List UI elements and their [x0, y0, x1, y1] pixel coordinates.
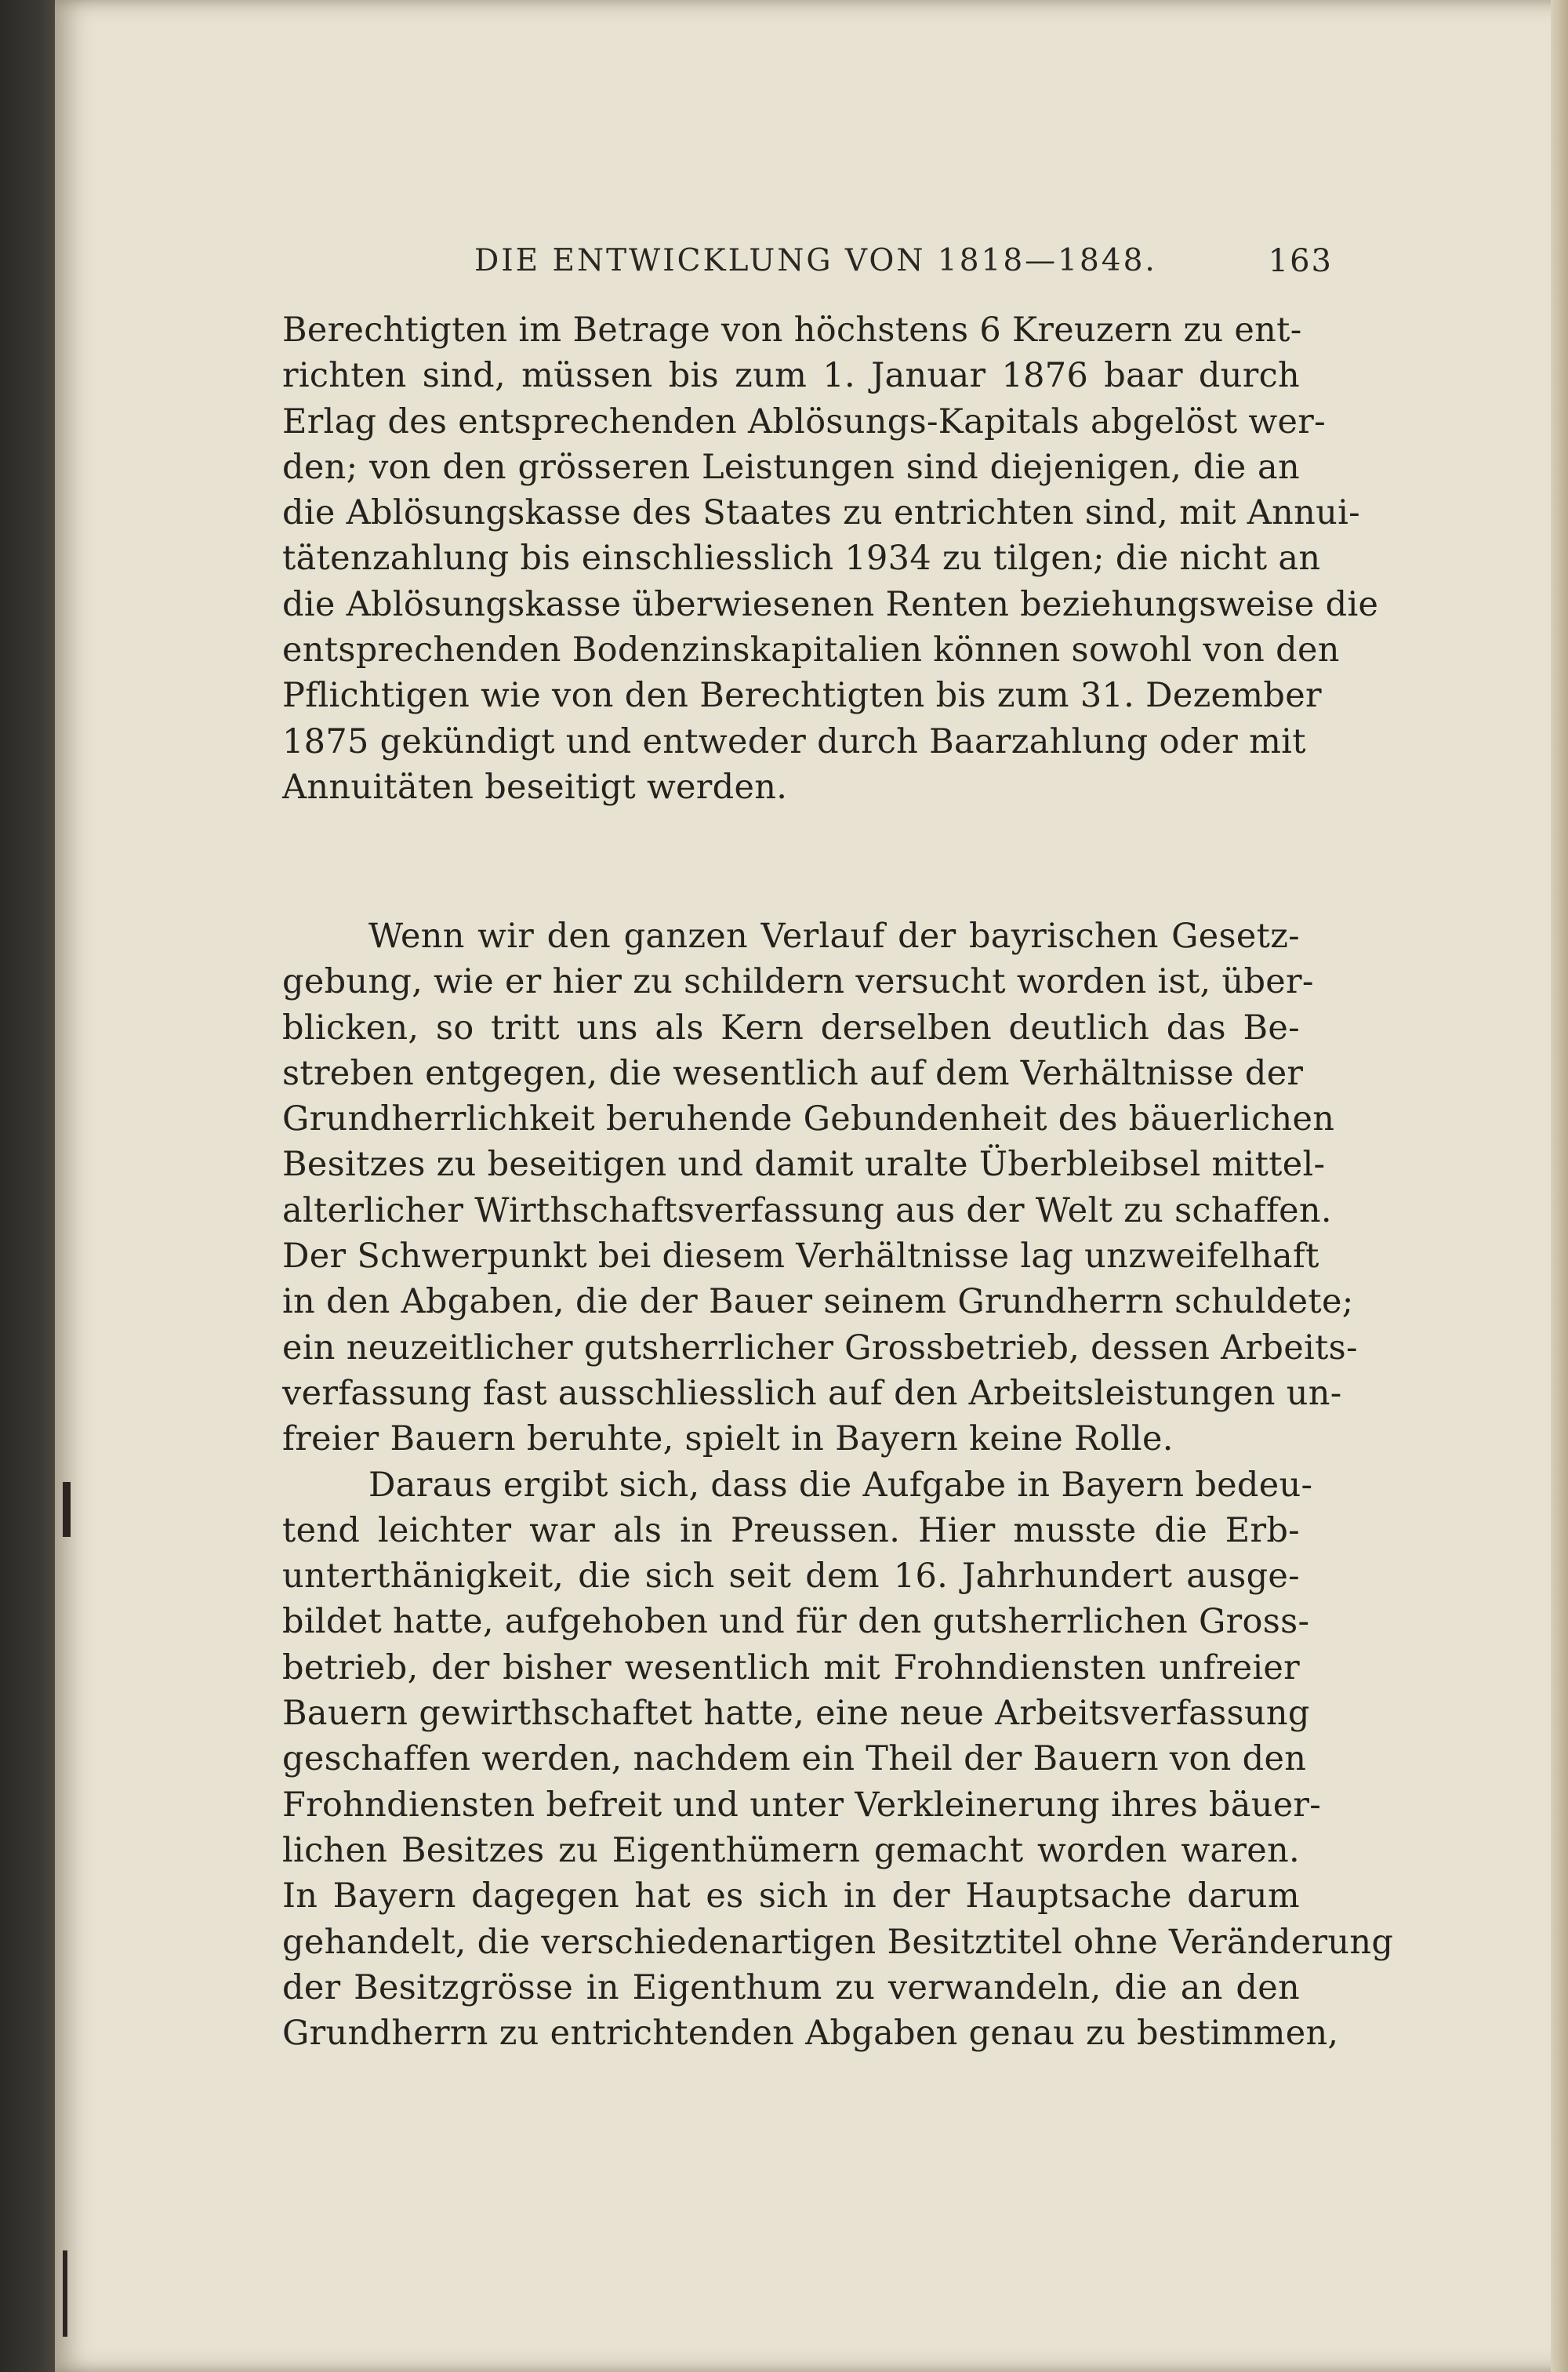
- text-line: Der Schwerpunkt bei diesem Verhältnisse lag unzweifelhaft: [282, 1237, 1319, 1277]
- text-line: tätenzahlung bis einschliesslich 1934 zu tilgen; die nicht an: [282, 539, 1321, 579]
- text-line: den; von den grösseren Leistungen sind diejenigen, die an: [282, 447, 1300, 487]
- text-line: ein neuzeitlicher gutsherrlicher Grossbetrieb, dessen Arbeits-: [282, 1328, 1358, 1368]
- text-line: Wenn wir den ganzen Verlauf der bayrischen Gesetz-: [368, 917, 1300, 956]
- paragraph-continuation: [282, 307, 1379, 810]
- text-line: lichen Besitzes zu Eigenthümern gemacht worden waren.: [282, 1830, 1300, 1870]
- running-title: DIE ENTWICKLUNG VON 1818—1848.: [474, 243, 1157, 278]
- text-line: die Ablösungskasse überwiesenen Renten beziehungsweise die: [282, 584, 1379, 624]
- text-line: geschaffen werden, nachdem ein Theil der Bauern von den: [282, 1739, 1307, 1779]
- text-line: Annuitäten beseitigt werden.: [282, 767, 788, 807]
- text-line: bildet hatte, aufgehoben und für den gutsherrlichen Gross-: [282, 1602, 1310, 1642]
- text-line: betrieb, der bisher wesentlich mit Frohndiensten unfreier: [282, 1647, 1300, 1687]
- text-line: freier Bauern beruhte, spielt in Bayern keine Rolle.: [282, 1419, 1174, 1459]
- paragraph-main: [282, 914, 1394, 2056]
- text-line: In Bayern dagegen hat es sich in der Hauptsache darum: [282, 1876, 1300, 1916]
- text-line: der Besitzgrösse in Eigenthum zu verwandeln, die an den: [282, 1967, 1300, 2007]
- text-line: Grundherrlichkeit beruhende Gebundenheit des bäuerlichen: [282, 1099, 1335, 1139]
- text-line: blicken, so tritt uns als Kern derselben deutlich das Be-: [282, 1008, 1300, 1048]
- text-line: Frohndiensten befreit und unter Verkleinerung ihres bäuer-: [282, 1785, 1322, 1825]
- binding-mark: [63, 1482, 71, 1537]
- text-line: Daraus ergibt sich, dass die Aufgabe in Bayern bedeu-: [368, 1465, 1313, 1505]
- text-line: Grundherrn zu entrichtenden Abgaben genau zu bestimmen,: [282, 2014, 1339, 2054]
- text-line: Bauern gewirthschaftet hatte, eine neue Arbeitsverfassung: [282, 1694, 1310, 1734]
- page-edge: [1551, 0, 1568, 2372]
- text-line: 1875 gekündigt und entweder durch Baarzahlung oder mit: [282, 721, 1306, 761]
- text-line: entsprechenden Bodenzinskapitalien können sowohl von den: [282, 630, 1340, 670]
- text-line: gehandelt, die verschiedenartigen Besitztitel ohne Veränderung: [282, 1922, 1394, 1962]
- text-line: die Ablösungskasse des Staates zu entrichten sind, mit Annui-: [282, 493, 1360, 533]
- text-line: gebung, wie er hier zu schildern versucht worden ist, über-: [282, 962, 1314, 1002]
- page-number: 163: [1268, 243, 1333, 279]
- text-line: streben entgegen, die wesentlich auf dem Verhältnisse der: [282, 1053, 1304, 1093]
- text-line: richten sind, müssen bis zum 1. Januar 1876 baar durch: [282, 356, 1300, 396]
- text-line: Pflichtigen wie von den Berechtigten bis zum 31. Dezember: [282, 676, 1322, 716]
- text-line: tend leichter war als in Preussen. Hier musste die Erb-: [282, 1510, 1300, 1550]
- text-line: Berechtigten im Betrage von höchstens 6 Kreuzern zu ent-: [282, 311, 1302, 350]
- running-header: [282, 235, 1333, 282]
- text-line: Erlag des entsprechenden Ablösungs-Kapitals abgelöst wer-: [282, 401, 1326, 441]
- binding-mark: [63, 2250, 67, 2337]
- text-line: in den Abgaben, die der Bauer seinem Grundherrn schuldete;: [282, 1282, 1354, 1322]
- text-line: unterthänigkeit, die sich seit dem 16. Jahrhundert ausge-: [282, 1557, 1300, 1596]
- text-line: Besitzes zu beseitigen und damit uralte Überbleibsel mittel-: [282, 1145, 1326, 1185]
- text-line: alterlicher Wirthschaftsverfassung aus der Welt zu schaffen.: [282, 1190, 1332, 1230]
- text-line: verfassung fast ausschliesslich auf den Arbeitsleistungen un-: [282, 1373, 1342, 1413]
